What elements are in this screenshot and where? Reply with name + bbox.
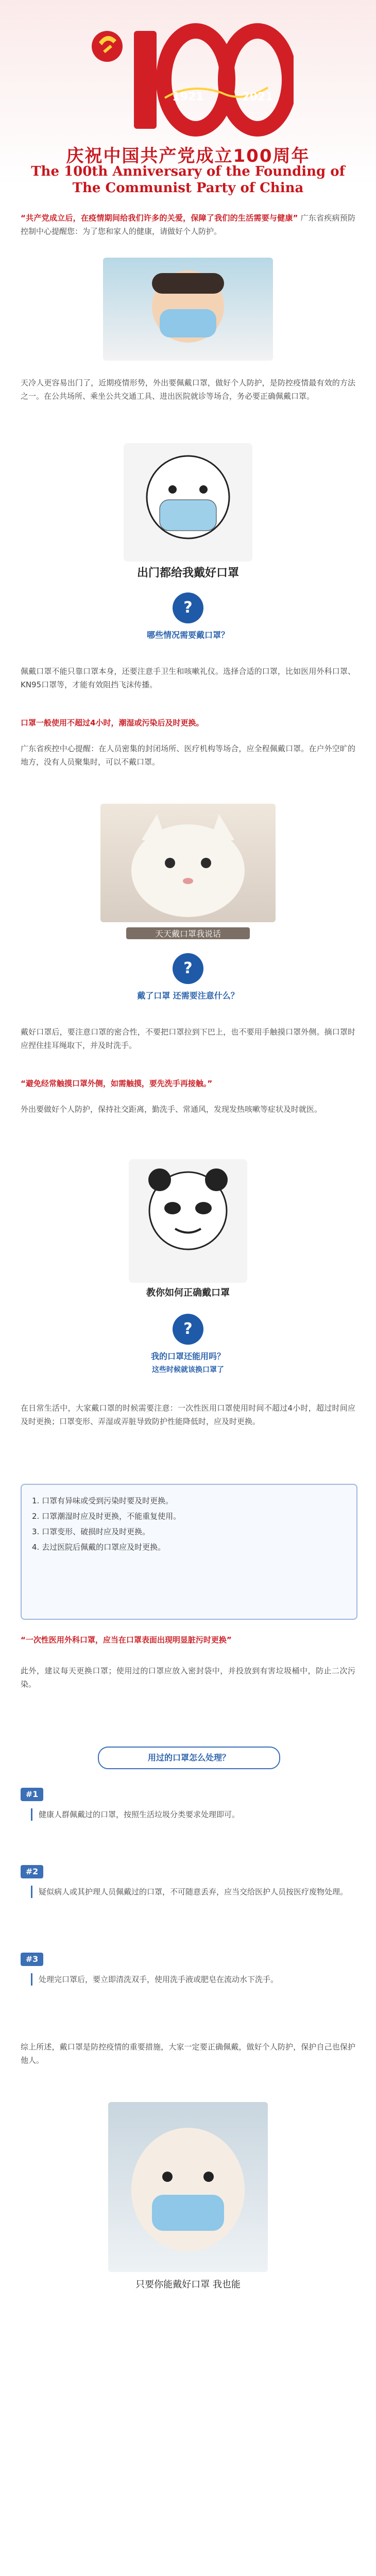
section3-paragraph-2: 外出要做好个人防护，保持社交距离，勤洗手、常通风，发现发热咳嗽等症状及时就医。	[21, 1105, 322, 1114]
photo-caption: 只要你能戴好口罩 我也能	[135, 2279, 241, 2290]
page-title-en-line1: The 100th Anniversary of the Founding of	[31, 164, 345, 179]
tip-item: 1. 口罩有异味或受到污染时要及时更换。	[32, 1496, 174, 1505]
sticker-caption-2: 教你如何正确戴口罩	[146, 1287, 230, 1298]
step-text-3: 处理完口罩后，要立即清洗双手，使用洗手液或肥皂在流动水下洗手。	[31, 1973, 348, 1986]
question-subtitle-3: 这些时候就该换口罩了	[152, 1366, 224, 1374]
section2-paragraph: 佩戴口罩不能只靠口罩本身，还要注意手卫生和咳嗽礼仪。选择合适的口罩，比如医用外科口罩、KN95口罩等，才能有效阻挡飞沫传播。	[21, 667, 355, 689]
question-icon: ?	[173, 592, 203, 623]
section2-highlight: 口罩一般使用不超过4小时，潮湿或污染后及时更换。	[21, 718, 204, 727]
child-mask-illustration	[103, 258, 273, 361]
page-title-en-line2: The Communist Party of China	[72, 180, 304, 196]
anniversary-100-logo	[88, 21, 294, 139]
cat-caption: 天天戴口罩我说话	[126, 927, 250, 939]
panda-face-icon	[129, 1159, 247, 1283]
question-icon: ?	[173, 953, 203, 984]
mask-meme-sticker-2	[129, 1159, 247, 1283]
question-title-3: 我的口罩还能用吗？	[150, 1351, 225, 1361]
step-text-1: 健康人群佩戴过的口罩，按照生活垃圾分类要求处理即可。	[31, 1808, 348, 1821]
page-title-zh: 庆祝中国共产党成立100周年	[66, 146, 310, 166]
section2-paragraph-2: 广东省疾控中心提醒：在人员密集的封闭场所、医疗机构等场合，应全程佩戴口罩。在户外空旷的地方，没有人员聚集时，可以不戴口罩。	[21, 744, 355, 767]
cat-illustration	[100, 804, 276, 922]
section1-paragraph: 天冷人更容易出门了，近期疫情形势，外出要佩戴口罩，做好个人防护，是防控疫情最有效的方法之一。在公共场所、乘坐公共交通工具、进出医院就诊等场合，务必要正确佩戴口罩。	[21, 378, 355, 401]
dog-mask-photo	[108, 2102, 268, 2272]
section4-highlight: “一次性医用外科口罩，应当在口罩表面出现明显脏污时更换”	[21, 1635, 232, 1645]
section3-paragraph: 戴好口罩后，要注意口罩的密合性，不要把口罩拉到下巴上，也不要用手触摸口罩外侧。摘口罩时应捏住挂耳绳取下，并及时洗手。	[21, 1027, 355, 1050]
step-badge-1: #1	[21, 1788, 43, 1801]
section3-highlight: “避免经常触摸口罩外侧，如需触摸，要先洗手再接触。”	[21, 1079, 213, 1088]
mask-meme-sticker	[124, 443, 252, 562]
step-text-2: 疑似病人或其护理人员佩戴过的口罩，不可随意丢弃，应当交给医护人员按医疗废物处理。	[31, 1886, 348, 1898]
section5-paragraph: 综上所述，戴口罩是防控疫情的重要措施，大家一定要正确佩戴，做好个人防护，保护自己也保护他人。	[21, 2042, 355, 2065]
party-emblem-icon	[92, 31, 123, 62]
tip-item: 2. 口罩潮湿时应及时更换，不能重复使用。	[32, 1512, 181, 1521]
intro-quote: “共产党成立后，在疫情期间给我们许多的关爱，保障了我们的生活需要与健康” 广东省疾病预防控制中心提醒您：为了您和家人的健康，请做好个人防护。	[21, 213, 355, 236]
question-title-4: 用过的口罩怎么处理？	[98, 1747, 280, 1769]
year-right-label: 2021	[242, 91, 274, 104]
tips-list-box	[21, 1484, 357, 1620]
tip-item: 3. 口罩变形、破损时应及时更换。	[32, 1527, 150, 1536]
year-left-label: 1921	[172, 91, 204, 104]
tip-item: 4. 去过医院后佩戴的口罩应及时更换。	[32, 1543, 166, 1552]
step-badge-2: #2	[21, 1865, 43, 1878]
dog-illustration	[108, 2102, 268, 2272]
sticker-caption: 出门都给我戴好口罩	[136, 567, 239, 580]
step-badge-3: #3	[21, 1953, 43, 1966]
section4-paragraph-3: 此外，建议每天更换口罩；使用过的口罩应放入密封袋中，并投放到有害垃圾桶中，防止二次污染。	[21, 1666, 355, 1689]
question-title-1: 哪些情况需要戴口罩？	[146, 630, 229, 640]
panda-mask-icon	[124, 443, 252, 562]
cat-photo	[100, 804, 276, 922]
child-mask-photo	[103, 258, 273, 361]
section4-paragraph: 在日常生活中，大家戴口罩的时候需要注意：一次性医用口罩使用时间不超过4小时，超过时间应及时更换；口罩变形、弄湿或弄脏导致防护性能降低时，应及时更换。	[21, 1403, 355, 1426]
question-icon: ?	[173, 1314, 203, 1345]
question-title-2: 戴了口罩 还需要注意什么？	[137, 991, 239, 1001]
